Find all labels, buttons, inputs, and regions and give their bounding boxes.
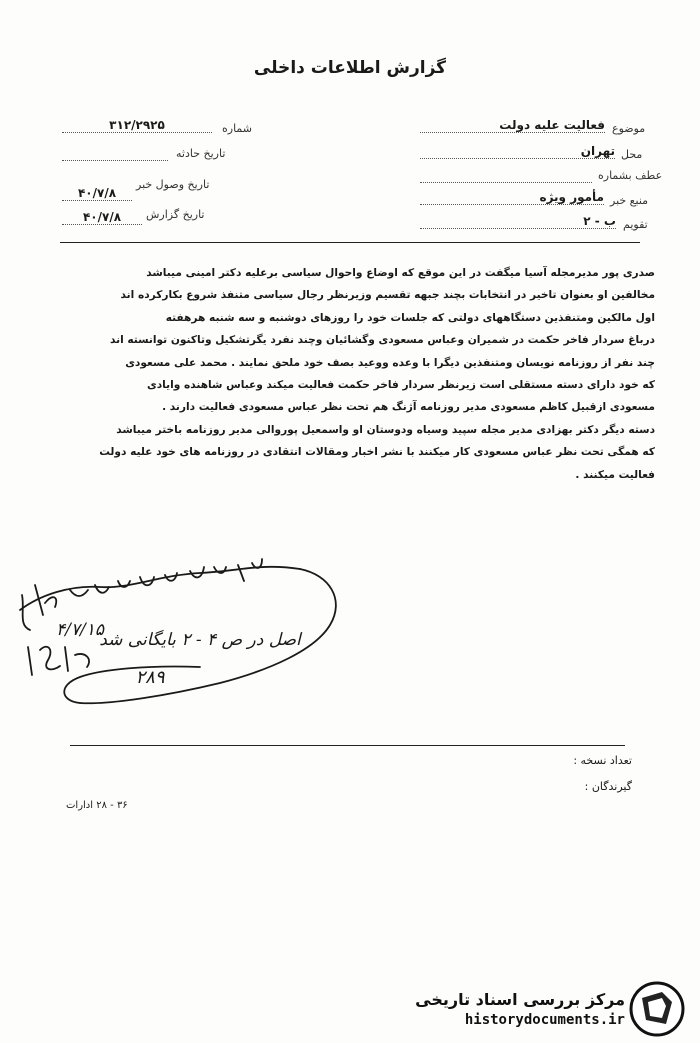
subject-label: موضوع [612, 122, 646, 135]
body-line: دسته دیگر دکتر بهزادی مدیر مجله سپید وسیاه ودوستان او واسمعیل پوروالی مدیر روزنامه باختر میباشد [116, 423, 655, 436]
subject-value: فعالیت علیه دولت [420, 118, 605, 133]
copies-label: تعداد نسخه : [573, 754, 632, 767]
signature-stroke [64, 666, 200, 703]
body-line: درباغ سردار فاخر حکمت در شمیران وعباس مسعودی وگشائیان وچند نفرد یگرتشکیل وتاکنون توانسته اند [109, 334, 655, 347]
source-value: مأمور ویژه [420, 190, 604, 205]
number-value: ۳۱۲/۲۹۲۵ [62, 118, 212, 133]
report-date-label: تاریخ گزارش [146, 208, 205, 221]
report-title: گزارش اطلاعات داخلی [253, 58, 447, 78]
place-value: تهران [420, 144, 615, 159]
watermark-name: مرکز بررسی اسناد تاریخی [415, 990, 625, 1009]
rating-value: ب - ۲ [420, 214, 616, 229]
watermark-logo-icon [628, 980, 686, 1038]
news-date-label: تاریخ وصول خبر [136, 178, 210, 191]
header-divider [60, 242, 640, 243]
watermark-url: historydocuments.ir [464, 1012, 625, 1028]
body-line: که خود دارای دسته مستقلی است زیرنظر سردار فاخر حکمت فعالیت میکند وعباس شاهنده وایادی [146, 379, 655, 392]
rating-label: تقویم [623, 218, 648, 231]
handwritten-number: ۲۸۹ [135, 667, 165, 688]
body-line: مسعودی ازقبیل کاظم مسعودی مدیر روزنامه آژنگ هم تحت نظر عباس مسعودی فعالیت دارند . [162, 401, 655, 414]
incident-date-line [62, 160, 168, 161]
handwritten-annotation [0, 555, 360, 725]
source-label: منبع خبر [610, 194, 649, 207]
body-line: چند نفر از روزنامه نویسان ومتنفذین دیگرا با وعده ووعید بصف خود ملحق نمایند . محمد علی مسعودی [125, 356, 655, 369]
body-line: اول مالکین ومتنفذین دستگاههای دولتی که جلسات خود را روزهای دوشنبه و سه شنبه هرهفته [165, 311, 655, 324]
report-body [40, 262, 655, 486]
place-label: محل [621, 148, 643, 161]
body-line: مخالفین او بعنوان تاخیر در انتخابات بچند جبهه تقسیم وزیرنظر رجال سیاسی متنفذ شروع بکارکرده اند [120, 289, 655, 302]
signature-stroke [20, 567, 300, 610]
reference-line [420, 182, 592, 183]
recipients-label: گیرندگان : [584, 780, 632, 793]
signature-stroke [22, 585, 56, 630]
handwritten-note: اصل در ص ۴ - ۲ بایگانی شد [99, 630, 301, 650]
signature-stroke [28, 647, 89, 675]
reference-label: عطف بشماره [598, 169, 663, 182]
form-code: ۳۶ - ۲۸ ادارات [66, 800, 128, 811]
number-label: شماره [222, 122, 253, 135]
handwritten-date: ۴/۷/۱۵ [56, 620, 104, 640]
signature-stroke [70, 559, 262, 596]
news-date-value: ۴۰/۷/۸ [62, 186, 132, 201]
footer-divider [70, 745, 625, 746]
body-line: فعالیت میکنند . [575, 468, 655, 481]
incident-date-label: تاریخ حادثه [176, 147, 226, 160]
body-line: صدری پور مدیرمجله آسیا میگفت در این موقع که اوضاع واحوال سیاسی برعلیه دکتر امینی میباشد [146, 267, 655, 279]
body-line: که همگی تحت نظر عباس مسعودی کار میکنند با نشر اخبار ومقالات انتقادی در روزنامه های خود علیه دولت [99, 446, 655, 459]
report-date-value: ۴۰/۷/۸ [62, 210, 142, 225]
